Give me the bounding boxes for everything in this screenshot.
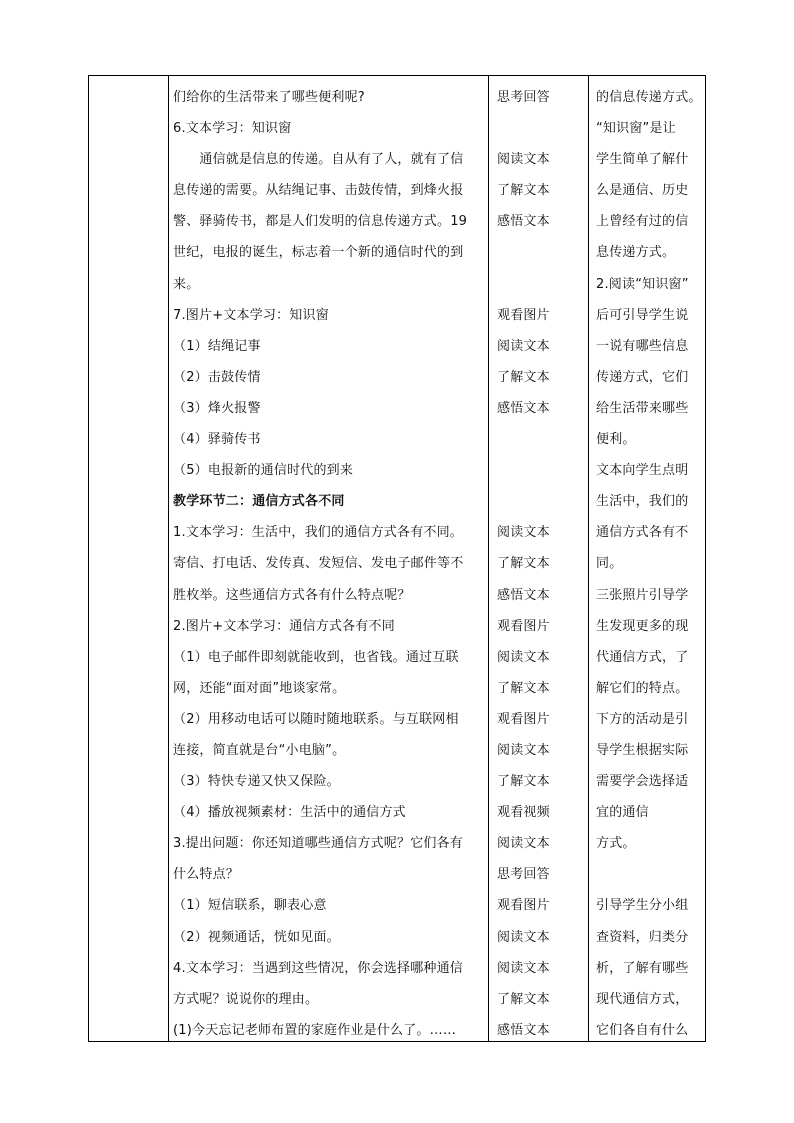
content-column: [173, 82, 485, 1046]
intent-line: 它们各自有什么: [596, 1022, 689, 1038]
intent-line: 么是通信、历史: [596, 183, 689, 199]
intent-line: 文本向学生点明: [596, 463, 689, 479]
content-line: （4）驿骑传书: [173, 432, 261, 448]
intent-line: 方式。: [596, 836, 636, 852]
content-line: 7.图片+文本学习：知识窗: [173, 307, 329, 323]
activity-line: 观看图片: [497, 307, 550, 323]
activity-line: 阅读文本: [497, 742, 550, 758]
column-divider: [588, 76, 589, 1041]
content-line: 们给你的生活带来了哪些便利呢?: [173, 90, 365, 105]
intent-line: 宜的通信: [596, 805, 649, 821]
content-line: （3）特快专递又快又保险。: [173, 774, 340, 790]
intent-line: 三张照片引导学: [596, 587, 689, 603]
content-line: （2）视频通话，恍如见面。: [173, 929, 340, 945]
content-line: 寄信、打电话、发传真、发短信、发电子邮件等不: [173, 556, 464, 572]
content-line: （1）短信联系，聊表心意: [173, 898, 327, 914]
activity-line: [497, 486, 585, 517]
activity-line: 了解文本: [497, 991, 550, 1007]
activity-line: 感悟文本: [497, 214, 550, 230]
activity-line: 了解文本: [497, 183, 550, 199]
activity-line: [497, 455, 585, 486]
activity-line: 感悟文本: [497, 1022, 550, 1038]
content-line: （2）用移动电话可以随时随地联系。与互联网相: [173, 711, 459, 727]
intent-line: 生活中，我们的: [596, 494, 689, 510]
intent-line: 需要学会选择适: [596, 774, 689, 790]
activity-line: 了解文本: [497, 369, 550, 385]
activity-line: 思考回答: [497, 867, 550, 883]
activity-line: 阅读文本: [497, 836, 550, 852]
intent-line: [596, 859, 704, 890]
intent-line: 下方的活动是引: [596, 711, 689, 727]
content-line: 世纪，电报的诞生，标志着一个新的通信时代的到: [173, 245, 464, 261]
activity-line: 观看图片: [497, 711, 550, 727]
activity-line: 了解文本: [497, 680, 550, 696]
intent-line: 导学生根据实际: [596, 742, 689, 758]
intent-line: 2.阅读“知识窗”: [596, 276, 689, 292]
content-line: 什么特点？: [173, 867, 240, 883]
activity-line: 阅读文本: [497, 525, 550, 541]
activity-line: 感悟文本: [497, 400, 550, 416]
intent-line: 息传递方式。: [596, 245, 676, 261]
intent-line: 代通信方式，了: [596, 649, 689, 665]
activity-line: [497, 237, 585, 268]
content-line: 连接，简直就是台“小电脑”。: [173, 742, 346, 758]
intent-line: 后可引导学生说: [596, 307, 689, 323]
content-line: 方式呢？说说你的理由。: [173, 991, 319, 1007]
intent-column: [596, 82, 704, 1046]
content-line: 胜枚举。这些通信方式各有什么特点呢？: [173, 587, 411, 603]
activity-line: [497, 113, 585, 144]
content-line: 警、驿骑传书，都是人们发明的信息传递方式。19: [173, 214, 468, 230]
intent-line: 现代通信方式，: [596, 991, 689, 1007]
activity-line: 阅读文本: [497, 929, 550, 945]
activity-line: 观看图片: [497, 898, 550, 914]
activity-line: 阅读文本: [497, 960, 550, 976]
activity-line: 了解文本: [497, 556, 550, 572]
activity-line: 观看视频: [497, 805, 550, 821]
intent-line: 生发现更多的现: [596, 618, 689, 634]
activity-line: 阅读文本: [497, 338, 550, 354]
intent-line: 引导学生分小组: [596, 898, 689, 914]
content-line: 4.文本学习：当遇到这些情况，你会选择哪种通信: [173, 960, 464, 976]
activity-line: [497, 269, 585, 300]
activity-line: 思考回答: [497, 90, 550, 105]
intent-line: 通信方式各有不: [596, 525, 689, 541]
intent-line: 给生活带来哪些: [596, 400, 689, 416]
activity-line: 观看图片: [497, 618, 550, 634]
intent-line: 上曾经有过的信: [596, 214, 689, 230]
intent-line: 查资料，归类分: [596, 929, 689, 945]
activity-line: 阅读文本: [497, 152, 550, 168]
content-line: 2.图片+文本学习：通信方式各有不同: [173, 618, 395, 634]
lesson-table: [88, 75, 706, 1042]
content-line: 通信就是信息的传递。自从有了人，就有了信: [173, 152, 464, 168]
content-line: 3.提出问题：你还知道哪些通信方式呢？它们各有: [173, 836, 464, 852]
intent-line: 学生简单了解什: [596, 152, 689, 168]
intent-line: “知识窗”是让: [596, 121, 676, 137]
content-line: 息传递的需要。从结绳记事、击鼓传情，到烽火报: [173, 183, 464, 199]
intent-line: 一说有哪些信息: [596, 338, 689, 354]
column-divider: [488, 76, 489, 1041]
content-line: 来。: [173, 276, 200, 292]
content-line: 1.文本学习：生活中，我们的通信方式各有不同。: [173, 525, 464, 541]
content-line: （3）烽火报警: [173, 400, 261, 416]
activity-line: 了解文本: [497, 774, 550, 790]
activity-column: [497, 82, 585, 1046]
content-line: （2）击鼓传情: [173, 369, 261, 385]
intent-line: 便利。: [596, 432, 636, 448]
content-line: （1）电子邮件即刻就能收到，也省钱。通过互联: [173, 649, 459, 665]
intent-line: 解它们的特点。: [596, 680, 689, 696]
column-divider: [168, 76, 169, 1041]
intent-line: 的信息传递方式。: [596, 90, 702, 105]
intent-line: 析，了解有哪些: [596, 960, 689, 976]
activity-line: 阅读文本: [497, 649, 550, 665]
content-line: (1)今天忘记老师布置的家庭作业是什么了。……: [173, 1022, 457, 1038]
content-line: （5）电报新的通信时代的到来: [173, 463, 354, 479]
activity-line: 感悟文本: [497, 587, 550, 603]
content-line: 教学环节二：通信方式各不同: [173, 494, 345, 510]
intent-line: 同。: [596, 556, 623, 572]
content-line: 6.文本学习：知识窗: [173, 121, 292, 137]
content-line: 网，还能“面对面”地谈家常。: [173, 680, 346, 696]
activity-line: [497, 424, 585, 455]
intent-line: 传递方式，它们: [596, 369, 689, 385]
content-line: （1）结绳记事: [173, 338, 261, 354]
content-line: （4）播放视频素材：生活中的通信方式: [173, 805, 406, 821]
